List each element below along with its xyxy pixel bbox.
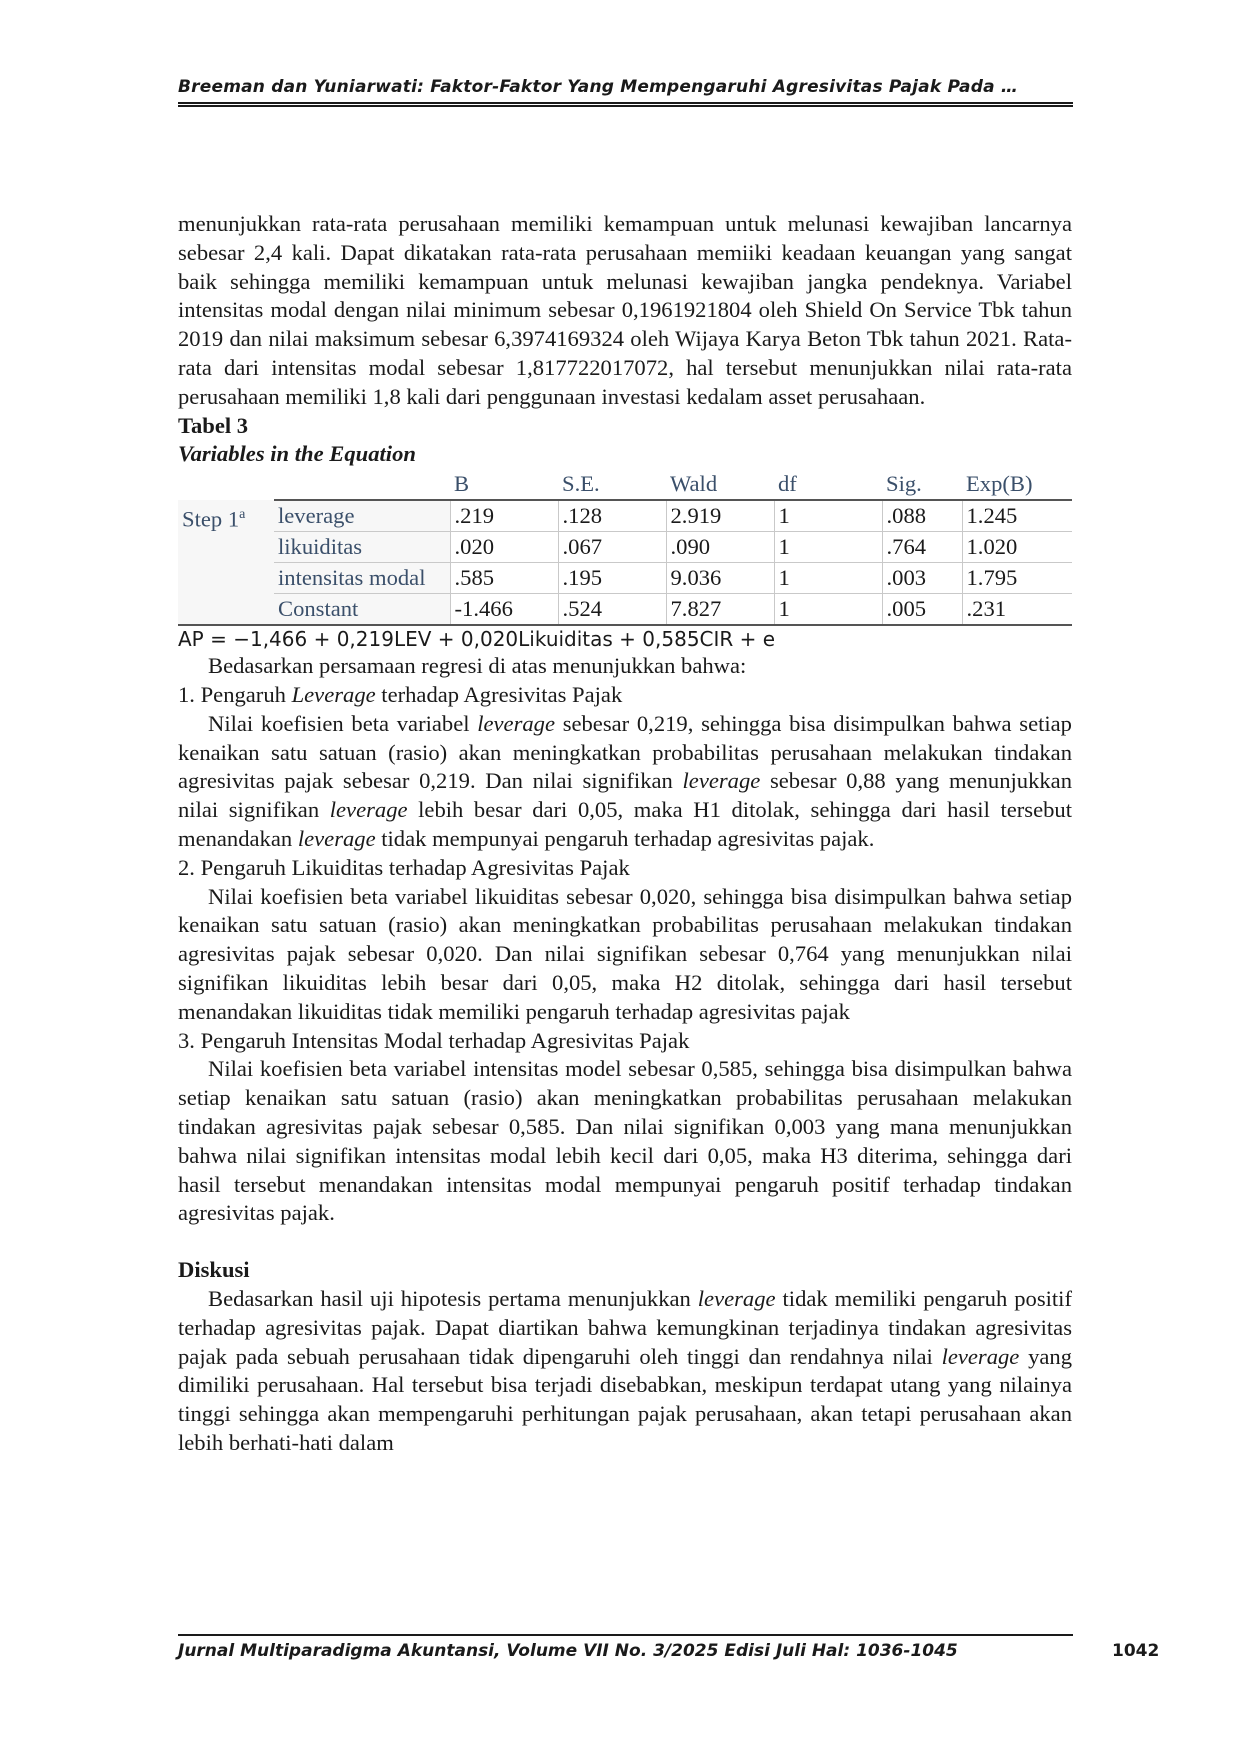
intro-paragraph: menunjukkan rata-rata perusahaan memiliki kemampuan untuk melunasi kewajiban lancarnya sebesar 2,4 kali. Dapat dikatakan rata-rata perusahaan memiiki keadaan keuangan yang sangat baik sehingga memiliki kemampuan untuk melunasi kewajiban jangka pendeknya. Variabel intensitas modal dengan nilai minimum sebesar 0,1961921804 oleh Shield On Service Tbk tahun 2019 dan nilai maksimum sebesar 6,3974169324 oleh Wijaya Karya Beton Tbk tahun 2021. Rata-rata dari intensitas modal sebesar 1,817722017072, hal tersebut menunjukkan nilai rata-rata perusahaan memiliki 1,8 kali dari penggunaan investasi kedalam asset perusahaan. [178,211,1072,409]
col-header: Wald [666,469,774,500]
table-cell: .524 [558,594,666,626]
row-label: likuiditas [274,532,450,563]
table-cell: .128 [558,500,666,532]
article-body [178,210,1072,1458]
col-header: Exp(B) [962,469,1072,500]
table-cell: 7.827 [666,594,774,626]
section-heading-3: 3. Pengaruh Intensitas Modal terhadap Agresivitas Pajak [178,1027,690,1053]
table-cell: .090 [666,532,774,563]
col-header: Sig. [882,469,962,500]
step-label: Step 1$^a$ [178,500,274,625]
table-cell: .585 [450,563,558,594]
table-cell: 1 [774,500,882,532]
row-label: intensitas modal [274,563,450,594]
table-cell: .003 [882,563,962,594]
table-subtitle: Variables in the Equation [178,441,416,467]
table-cell: .764 [882,532,962,563]
table-cell: .219 [450,500,558,532]
variables-table [178,469,1072,626]
table-cell: 1 [774,532,882,563]
table-cell: 1.020 [962,532,1072,563]
section-text-2: Nilai koefisien beta variabel likuiditas sebesar 0,020, sehingga bisa disimpulkan bahwa setiap kenaikan satu satuan (rasio) akan meningkatkan probabilitas perusahaan melakukan tindakan agresivitas pajak sebesar 0,020. Dan nilai signifikan sebesar 0,764 yang menunjukkan nilai signifikan likuiditas lebih besar dari 0,05, maka H2 ditolak, sehingga dari hasil tersebut menandakan likuiditas tidak memiliki pengaruh terhadap agresivitas pajak [178,883,1072,1024]
table-cell: .005 [882,594,962,626]
table-cell: 9.036 [666,563,774,594]
table-cell: .195 [558,563,666,594]
row-label: Constant [274,594,450,626]
table-cell: .088 [882,500,962,532]
diskusi-text: Bedasarkan hasil uji hipotesis pertama menunjukkan leverage tidak memiliki pengaruh positif terhadap agresivitas pajak. Dapat diartikan bahwa kemungkinan terjadinya tindakan agresivitas pajak pada sebuah perusahaan tidak dipengaruhi oleh tinggi dan rendahnya nilai leverage yang dimiliki perusahaan. Hal tersebut bisa terjadi disebabkan, meskipun terdapat utang yang nilainya tinggi sehingga akan mempengaruhi perhitungan pajak perusahaan, akan tetapi perusahaan akan lebih berhati-hati dalam [178,1285,1072,1455]
running-title: Breeman dan Yuniarwati: Faktor-Faktor Yang Mempengaruhi Agresivitas Pajak Pada … [178,76,1073,107]
table-cell: .231 [962,594,1072,626]
section-heading-2: 2. Pengaruh Likuiditas terhadap Agresivitas Pajak [178,854,630,880]
table-row [178,594,1072,626]
table-cell: 2.919 [666,500,774,532]
table-cell: 1.245 [962,500,1072,532]
footer-rule [178,1634,1073,1636]
table-header-row [178,469,1072,500]
section-text-1: Nilai koefisien beta variabel leverage sebesar 0,219, sehingga bisa disimpulkan bahwa setiap kenaikan satu satuan (rasio) akan meningkatkan probabilitas perusahaan melakukan tindakan agresivitas pajak sebesar 0,219. Dan nilai signifikan leverage sebesar 0,88 yang menunjukkan nilai signifikan leverage lebih besar dari 0,05, maka H1 ditolak, sehingga dari hasil tersebut menandakan leverage tidak mempunyai pengaruh terhadap agresivitas pajak. [178,710,1072,851]
table-cell: 1.795 [962,563,1072,594]
page-number: 1042 [1112,1641,1160,1661]
table-row [178,500,1072,532]
section-text-3: Nilai koefisien beta variabel intensitas model sebesar 0,585, sehingga bisa disimpulkan bahwa setiap kenaikan satu satuan (rasio) akan meningkatkan probabilitas perusahaan melakukan tindakan agresivitas pajak sebesar 0,585. Dan nilai signifikan 0,003 yang mana menunjukkan bahwa nilai signifikan intensitas modal lebih kecil dari 0,05, maka H3 diterima, sehingga dari hasil tersebut menandakan intensitas modal mempunyai pengaruh positif terhadap tindakan agresivitas pajak. [178,1056,1072,1226]
table-caption: Tabel 3 [178,412,249,438]
table-cell: 1 [774,594,882,626]
footer-journal: Jurnal Multiparadigma Akuntansi, Volume VII No. 3/2025 Edisi Juli Hal: 1036-1045 [178,1641,958,1661]
table-cell: .020 [450,532,558,563]
table-cell: 1 [774,563,882,594]
col-header: df [774,469,882,500]
diskusi-heading: Diskusi [178,1257,250,1283]
section-heading-1: 1. Pengaruh Leverage terhadap Agresivitas Pajak [178,681,623,707]
table-cell: .067 [558,532,666,563]
col-header: S.E. [558,469,666,500]
col-header: B [450,469,558,500]
table-cell: -1.466 [450,594,558,626]
table-row [178,532,1072,563]
table-row [178,563,1072,594]
row-label: leverage [274,500,450,532]
regression-equation: AP = −1,466 + 0,219LEV + 0,020Likuiditas + 0,585CIR + e [178,627,776,652]
lead-in-text: Bedasarkan persamaan regresi di atas menunjukkan bahwa: [208,653,747,679]
